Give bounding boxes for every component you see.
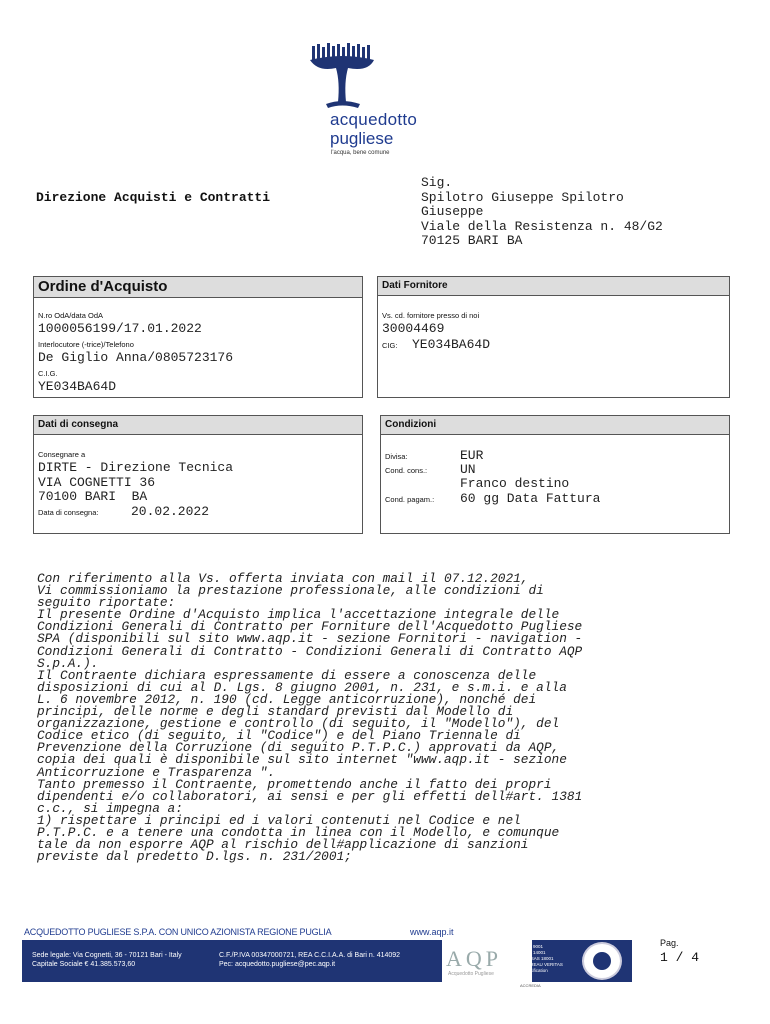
- order-cig-label: C.I.G.: [38, 369, 58, 378]
- order-number-value: 1000056199/17.01.2022: [38, 321, 202, 336]
- order-body-text: [37, 573, 737, 863]
- body-line: Il presente Ordine d'Acquisto implica l'accettazione integrale delle: [37, 607, 560, 623]
- body-line: Condizioni Generali di Contratto per Forniture dell'Acquedotto Pugliese: [37, 619, 583, 635]
- aqp-logo-text: AQP: [446, 946, 503, 971]
- page-number: 1 / 4: [660, 950, 700, 965]
- delivery-to-label: Consegnare a: [38, 450, 86, 459]
- delivery-cond-value2: Franco destino: [460, 476, 570, 491]
- footer-band: [22, 940, 632, 982]
- body-line: Anticorruzione e Trasparenza ".: [37, 764, 276, 780]
- body-line: L. 6 novembre 2012, n. 190 (cd. Legge anticorruzione), nonché dei: [37, 691, 537, 707]
- certification-seal-icon: [582, 942, 622, 980]
- body-line: c.c., si impegna a:: [37, 800, 183, 816]
- delivery-cond-label: Cond. cons.:: [385, 466, 428, 475]
- order-box: [33, 276, 363, 398]
- delivery-box: [33, 415, 363, 534]
- footer-website-link[interactable]: www.aqp.it: [410, 927, 454, 937]
- aqp-logo-subtext: Acquedotto Pugliese: [448, 971, 494, 977]
- recipient-line: Spilotro Giuseppe Spilotro: [421, 189, 624, 205]
- body-line: previste dal predetto D.lgs. n. 231/2001;: [37, 849, 352, 865]
- sender-department: Direzione Acquisti e Contratti: [36, 190, 271, 205]
- cert-line: Certification: [524, 968, 548, 973]
- delivery-date-value: 20.02.2022: [131, 504, 210, 519]
- body-line: Tanto premesso il Contraente, promettendo anche il fatto dei propri: [37, 776, 552, 792]
- conditions-title: Condizioni: [381, 416, 729, 435]
- cert-line: ISO 14001: [524, 950, 546, 955]
- body-line: S.p.A.).: [37, 655, 99, 671]
- tree-logo-icon: [308, 42, 378, 117]
- recipient-line: Giuseppe: [421, 204, 484, 219]
- contact-label: Interlocutore (-trice)/Telefono: [38, 340, 134, 349]
- logo-tagline: l'acqua, bene comune: [331, 150, 390, 156]
- conditions-box: [380, 415, 730, 534]
- recipient-address: [421, 176, 663, 249]
- recipient-line: Sig.: [421, 175, 453, 190]
- delivery-line: DIRTE - Direzione Tecnica: [38, 460, 234, 475]
- order-cig-value: YE034BA64D: [38, 379, 117, 394]
- footer-vat: C.F./P.IVA 00347000721, REA C.C.I.A.A. di Bari n. 414092: [219, 952, 401, 959]
- body-line: Codice etico (di seguito, il "Codice") e del Piano Triennale di: [37, 728, 521, 744]
- body-line: Prevenzione della Corruzione (di seguito P.T.P.C.) approvati da AQP,: [37, 740, 560, 756]
- body-line: Il Contraente dichiara espressamente di essere a conoscenza delle: [37, 667, 537, 683]
- supplier-box: [377, 276, 730, 398]
- recipient-line: 70125 BARI BA: [421, 233, 523, 248]
- body-line: principi, delle norme e degli standard previsti dal Modello di: [37, 704, 514, 720]
- supplier-cig-value: YE034BA64D: [412, 337, 491, 352]
- currency-value: EUR: [460, 448, 484, 463]
- body-line: P.T.P.C. e a tenere una condotta in linea con il Modello, e comunque: [37, 824, 560, 840]
- body-line: tale da non esporre AQP al rischio dell#applicazione di sanzioni: [37, 837, 529, 853]
- contact-value: De Giglio Anna/0805723176: [38, 350, 234, 365]
- logo-text-line1: acquedotto: [330, 110, 418, 129]
- cert-line: BUREAU VERITAS: [524, 962, 563, 967]
- page-label: Pag.: [660, 938, 679, 948]
- body-line: 1) rispettare i principi ed i valori contenuti nel Codice e nel: [37, 812, 521, 828]
- footer-pec: Pec: acquedotto.pugliese@pec.aqp.it: [219, 961, 336, 968]
- footer-strip: ACCREDIA: [520, 983, 541, 988]
- supplier-code-label: Vs. cd. fornitore presso di noi: [382, 311, 480, 320]
- payment-cond-value: 60 gg Data Fattura: [460, 491, 601, 506]
- body-line: organizzazione, gestione e controllo (di seguito, il "Modello"), del: [37, 716, 560, 732]
- recipient-line: Viale della Resistenza n. 48/G2: [421, 218, 663, 234]
- aqp-logo: [442, 940, 532, 982]
- delivery-cond-value: UN: [460, 462, 476, 477]
- delivery-line: 70100 BARI BA: [38, 489, 148, 504]
- delivery-line: VIA COGNETTI 36: [38, 475, 156, 490]
- footer-address: Sede legale: Via Cognetti, 36 - 70121 Bari - Italy: [32, 952, 182, 959]
- body-line: Con riferimento alla Vs. offerta inviata con mail il 07.12.2021,: [37, 571, 529, 586]
- footer-capital: Capitale Sociale € 41.385.573,60: [32, 961, 136, 968]
- body-line: Condizioni Generali di Contratto - Condizioni Generali di Contratto AQP: [37, 643, 583, 659]
- order-number-label: N.ro OdA/data OdA: [38, 311, 104, 320]
- currency-label: Divisa:: [385, 452, 408, 461]
- footer-company-line: [22, 927, 722, 939]
- body-line: disposizioni di cui al D. Lgs. 8 giugno 2001, n. 231, e s.m.i. e alla: [37, 679, 567, 695]
- delivery-title: Dati di consegna: [34, 416, 362, 435]
- logo-text-line2: pugliese: [330, 129, 394, 148]
- company-logo: [300, 38, 460, 163]
- footer-company-name: ACQUEDOTTO PUGLIESE S.P.A. CON UNICO AZIONISTA REGIONE PUGLIA: [24, 927, 332, 937]
- delivery-date-label: Data di consegna:: [38, 508, 99, 517]
- supplier-code-value: 30004469: [382, 321, 445, 336]
- payment-cond-label: Cond. pagam.:: [385, 495, 435, 504]
- order-title: Ordine d'Acquisto: [34, 277, 362, 298]
- body-line: seguito riportate:: [37, 595, 176, 611]
- supplier-title: Dati Fornitore: [378, 277, 729, 296]
- body-line: dipendenti e/o collaboratori, ai sensi e per gli effetti dell#art. 1381: [37, 788, 583, 804]
- body-line: copia dei quali è disponibile sul sito internet "www.aqp.it - sezione: [37, 752, 567, 768]
- body-line: Vi commissioniamo la prestazione professionale, alle condizioni di: [37, 583, 544, 599]
- supplier-cig-label: CIG:: [382, 341, 398, 350]
- cert-line: ISO 9001: [524, 944, 544, 949]
- cert-line: OHSAS 18001: [524, 956, 554, 961]
- body-line: SPA (disponibili sul sito www.aqp.it - sezione Fornitori - navigation -: [37, 631, 583, 647]
- certifications: [524, 944, 572, 978]
